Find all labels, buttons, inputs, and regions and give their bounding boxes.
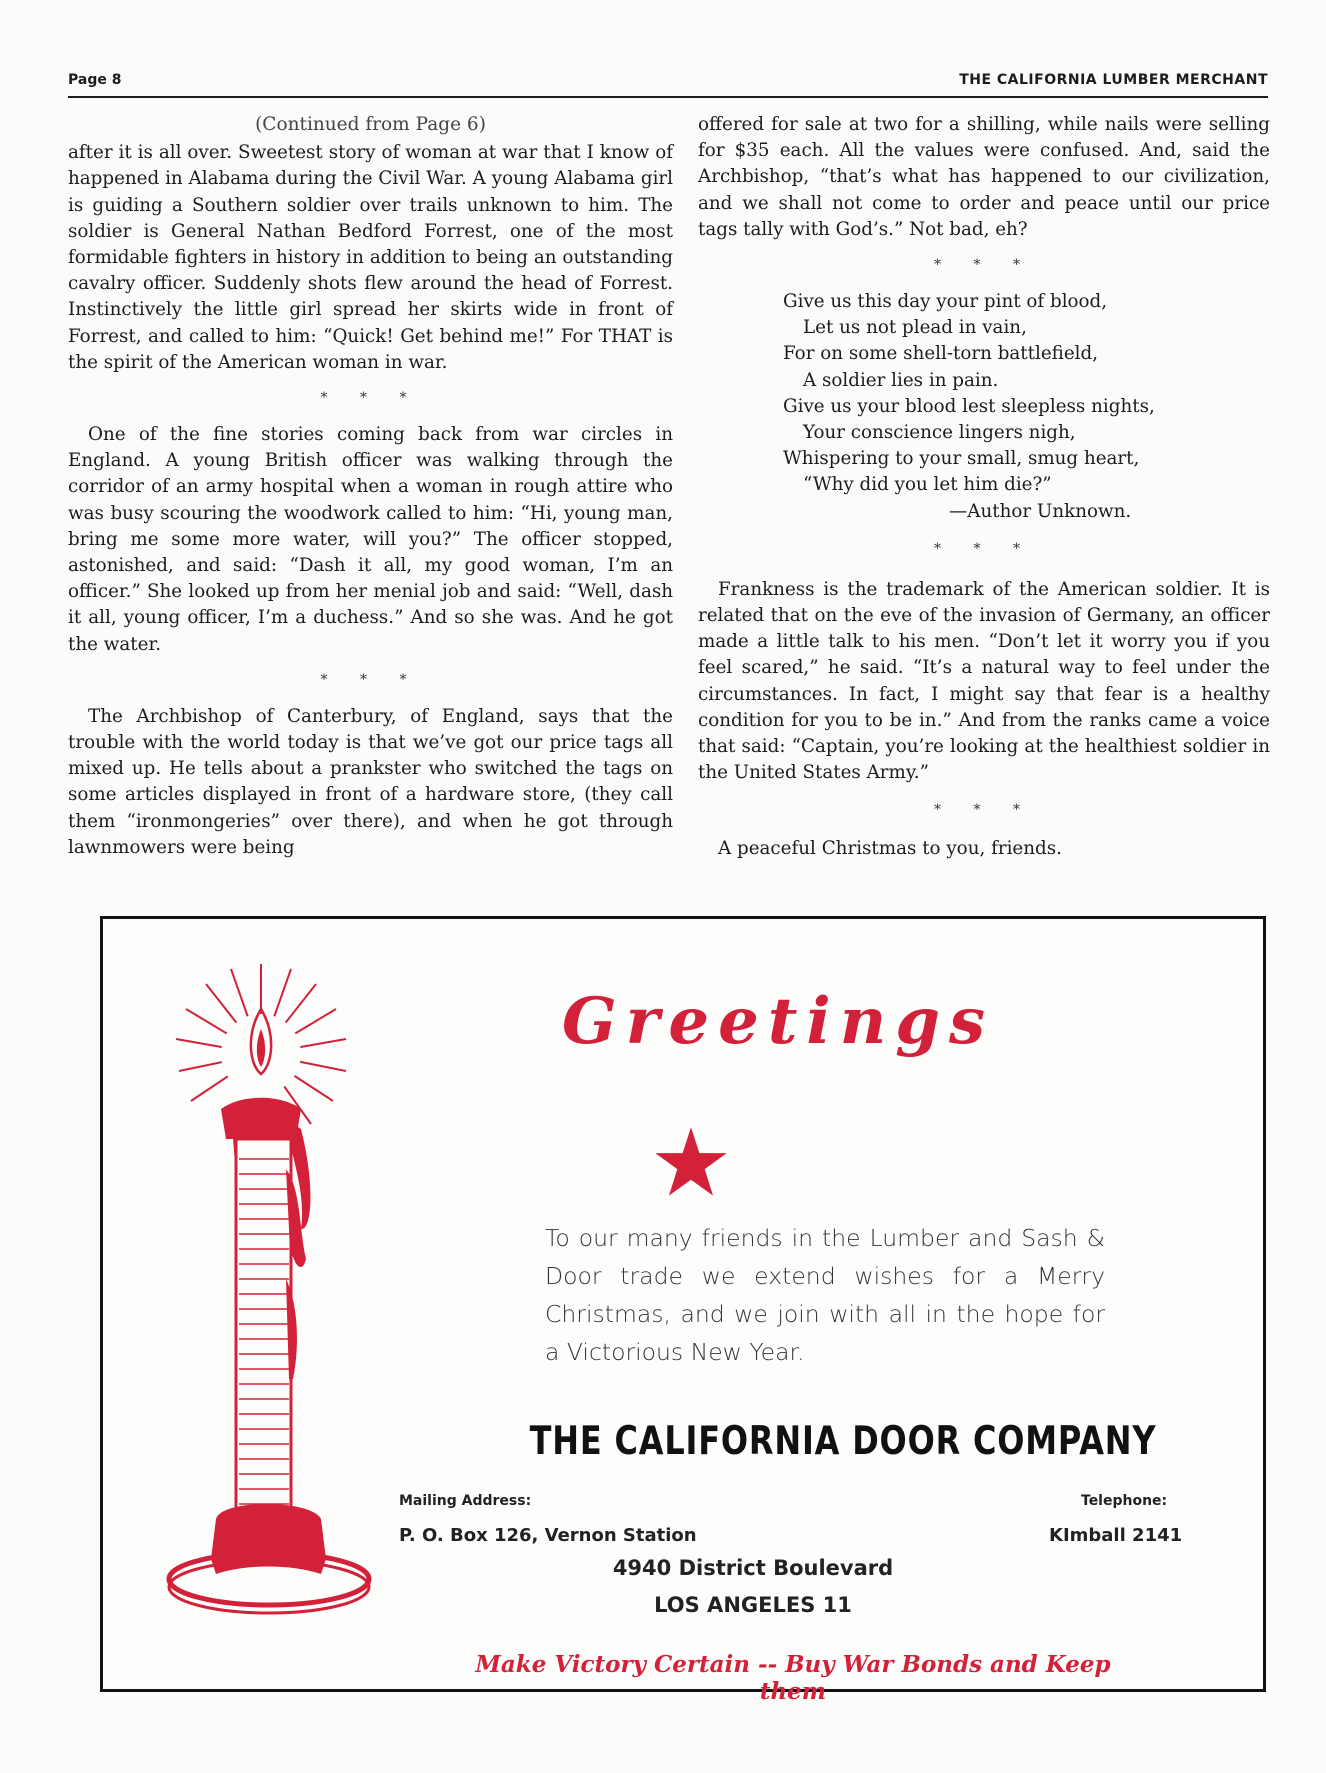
poem-line: Let us not plead in vain, <box>803 317 1027 339</box>
article-paragraph: The Archbishop of Canterbury, of England, says that the trouble with the world today is that we’ve got our price tags all mixed up. He tells about a prankster who switched the tags on some articles displayed in front of a hardware store, (they call them “ironmongeries” over there), and when he got through lawnmowers were being <box>68 705 673 858</box>
closing-line: A peaceful Christmas to you, friends. <box>718 838 1062 860</box>
star-icon <box>653 1125 729 1201</box>
mailing-label: Mailing Address: <box>399 1493 532 1509</box>
poem-line: Whispering to your small, smug heart, <box>783 448 1140 470</box>
greetings-heading: Greetings <box>562 984 994 1059</box>
page-number: Page 8 <box>68 72 122 88</box>
poem <box>783 289 1270 525</box>
mailing-address: P. O. Box 126, Vernon Station <box>399 1525 697 1546</box>
right-column <box>698 112 1270 863</box>
poem-line: A soldier lies in pain. <box>803 369 999 391</box>
continued-note: (Continued from Page 6) <box>255 114 486 135</box>
telephone-label: Telephone: <box>1081 1493 1168 1509</box>
city: LOS ANGELES 11 <box>654 1593 852 1617</box>
article-paragraph: after it is all over. Sweetest story of woman at war that I know of happened in Alabama during the Civil War. A young Alabama girl is guiding a Southern soldier over trails unknown to him. The soldier is General Nathan Bedford Forrest, one of the most formidable fighters in history in addition to being an outstanding cavalry officer. Suddenly shots flew around the head of Forrest. Instinctively the little girl spread her skirts wide in front of Forrest, and called to him: “Quick! Get behind me!” For THAT is the spirit of the American woman in war. <box>68 142 673 373</box>
greeting-message: To our many friends in the Lumber and Sash & Door trade we extend wishes for a Merry Christmas, and we join with all in the hope for a Victorious New Year. <box>545 1224 1105 1366</box>
greetings-advertisement <box>100 916 1266 1705</box>
section-divider: * * * <box>934 257 1034 274</box>
section-divider: * * * <box>934 540 1034 557</box>
telephone-number: KImball 2141 <box>1049 1525 1183 1546</box>
page-header <box>68 70 1268 98</box>
street-address: 4940 District Boulevard <box>612 1556 894 1580</box>
poem-line: For on some shell-torn battlefield, <box>783 343 1099 365</box>
poem-attribution: —Author Unknown. <box>949 500 1132 522</box>
left-column <box>68 112 673 861</box>
article-paragraph: offered for sale at two for a shilling, while nails were selling for $35 each. All the values were confused. And, said the Archbishop, “that’s what has happened to our civilization, and we shall not come to order and peace until our price tags tally with God’s.” Not bad, eh? <box>698 114 1270 240</box>
company-name: THE CALIFORNIA DOOR COMPANY <box>529 1419 1157 1464</box>
publication-title: THE CALIFORNIA LUMBER MERCHANT <box>959 72 1268 88</box>
poem-line: Give us this day your pint of blood, <box>783 291 1108 313</box>
section-divider: * * * <box>320 671 421 688</box>
candle-icon <box>161 959 421 1659</box>
poem-line: Give us your blood lest sleepless nights, <box>783 395 1155 417</box>
article-paragraph: Frankness is the trademark of the American soldier. It is related that on the eve of the invasion of Germany, an officer made a little talk to his men. “Don’t let it worry you if you feel scared,” he said. “It’s a natural way to feel under the circumstances. In fact, I might say that fear is a healthy condition for you to be in.” And from the ranks came a voice that said: “Captain, you’re looking at the healthiest soldier in the United States Army.” <box>698 578 1270 784</box>
section-divider: * * * <box>320 390 421 407</box>
poem-line: “Why did you let him die?” <box>803 474 1052 496</box>
war-bonds-slogan: Make Victory Certain -- Buy War Bonds and Keep them <box>475 1651 1111 1705</box>
poem-line: Your conscience lingers nigh, <box>803 422 1076 444</box>
section-divider: * * * <box>934 802 1034 819</box>
article-paragraph: One of the fine stories coming back from war circles in England. A young British officer was walking through the corridor of an army hospital when a woman in rough attire who was busy scouring the woodwork called to him: “Hi, young man, bring me some more water, will you?” The officer stopped, astonished, and said: “Dash it all, my good woman, I’m an officer.” She looked up from her menial job and said: “Well, dash it all, young officer, I’m a duchess.” And so she was. And he got the water. <box>68 424 673 655</box>
